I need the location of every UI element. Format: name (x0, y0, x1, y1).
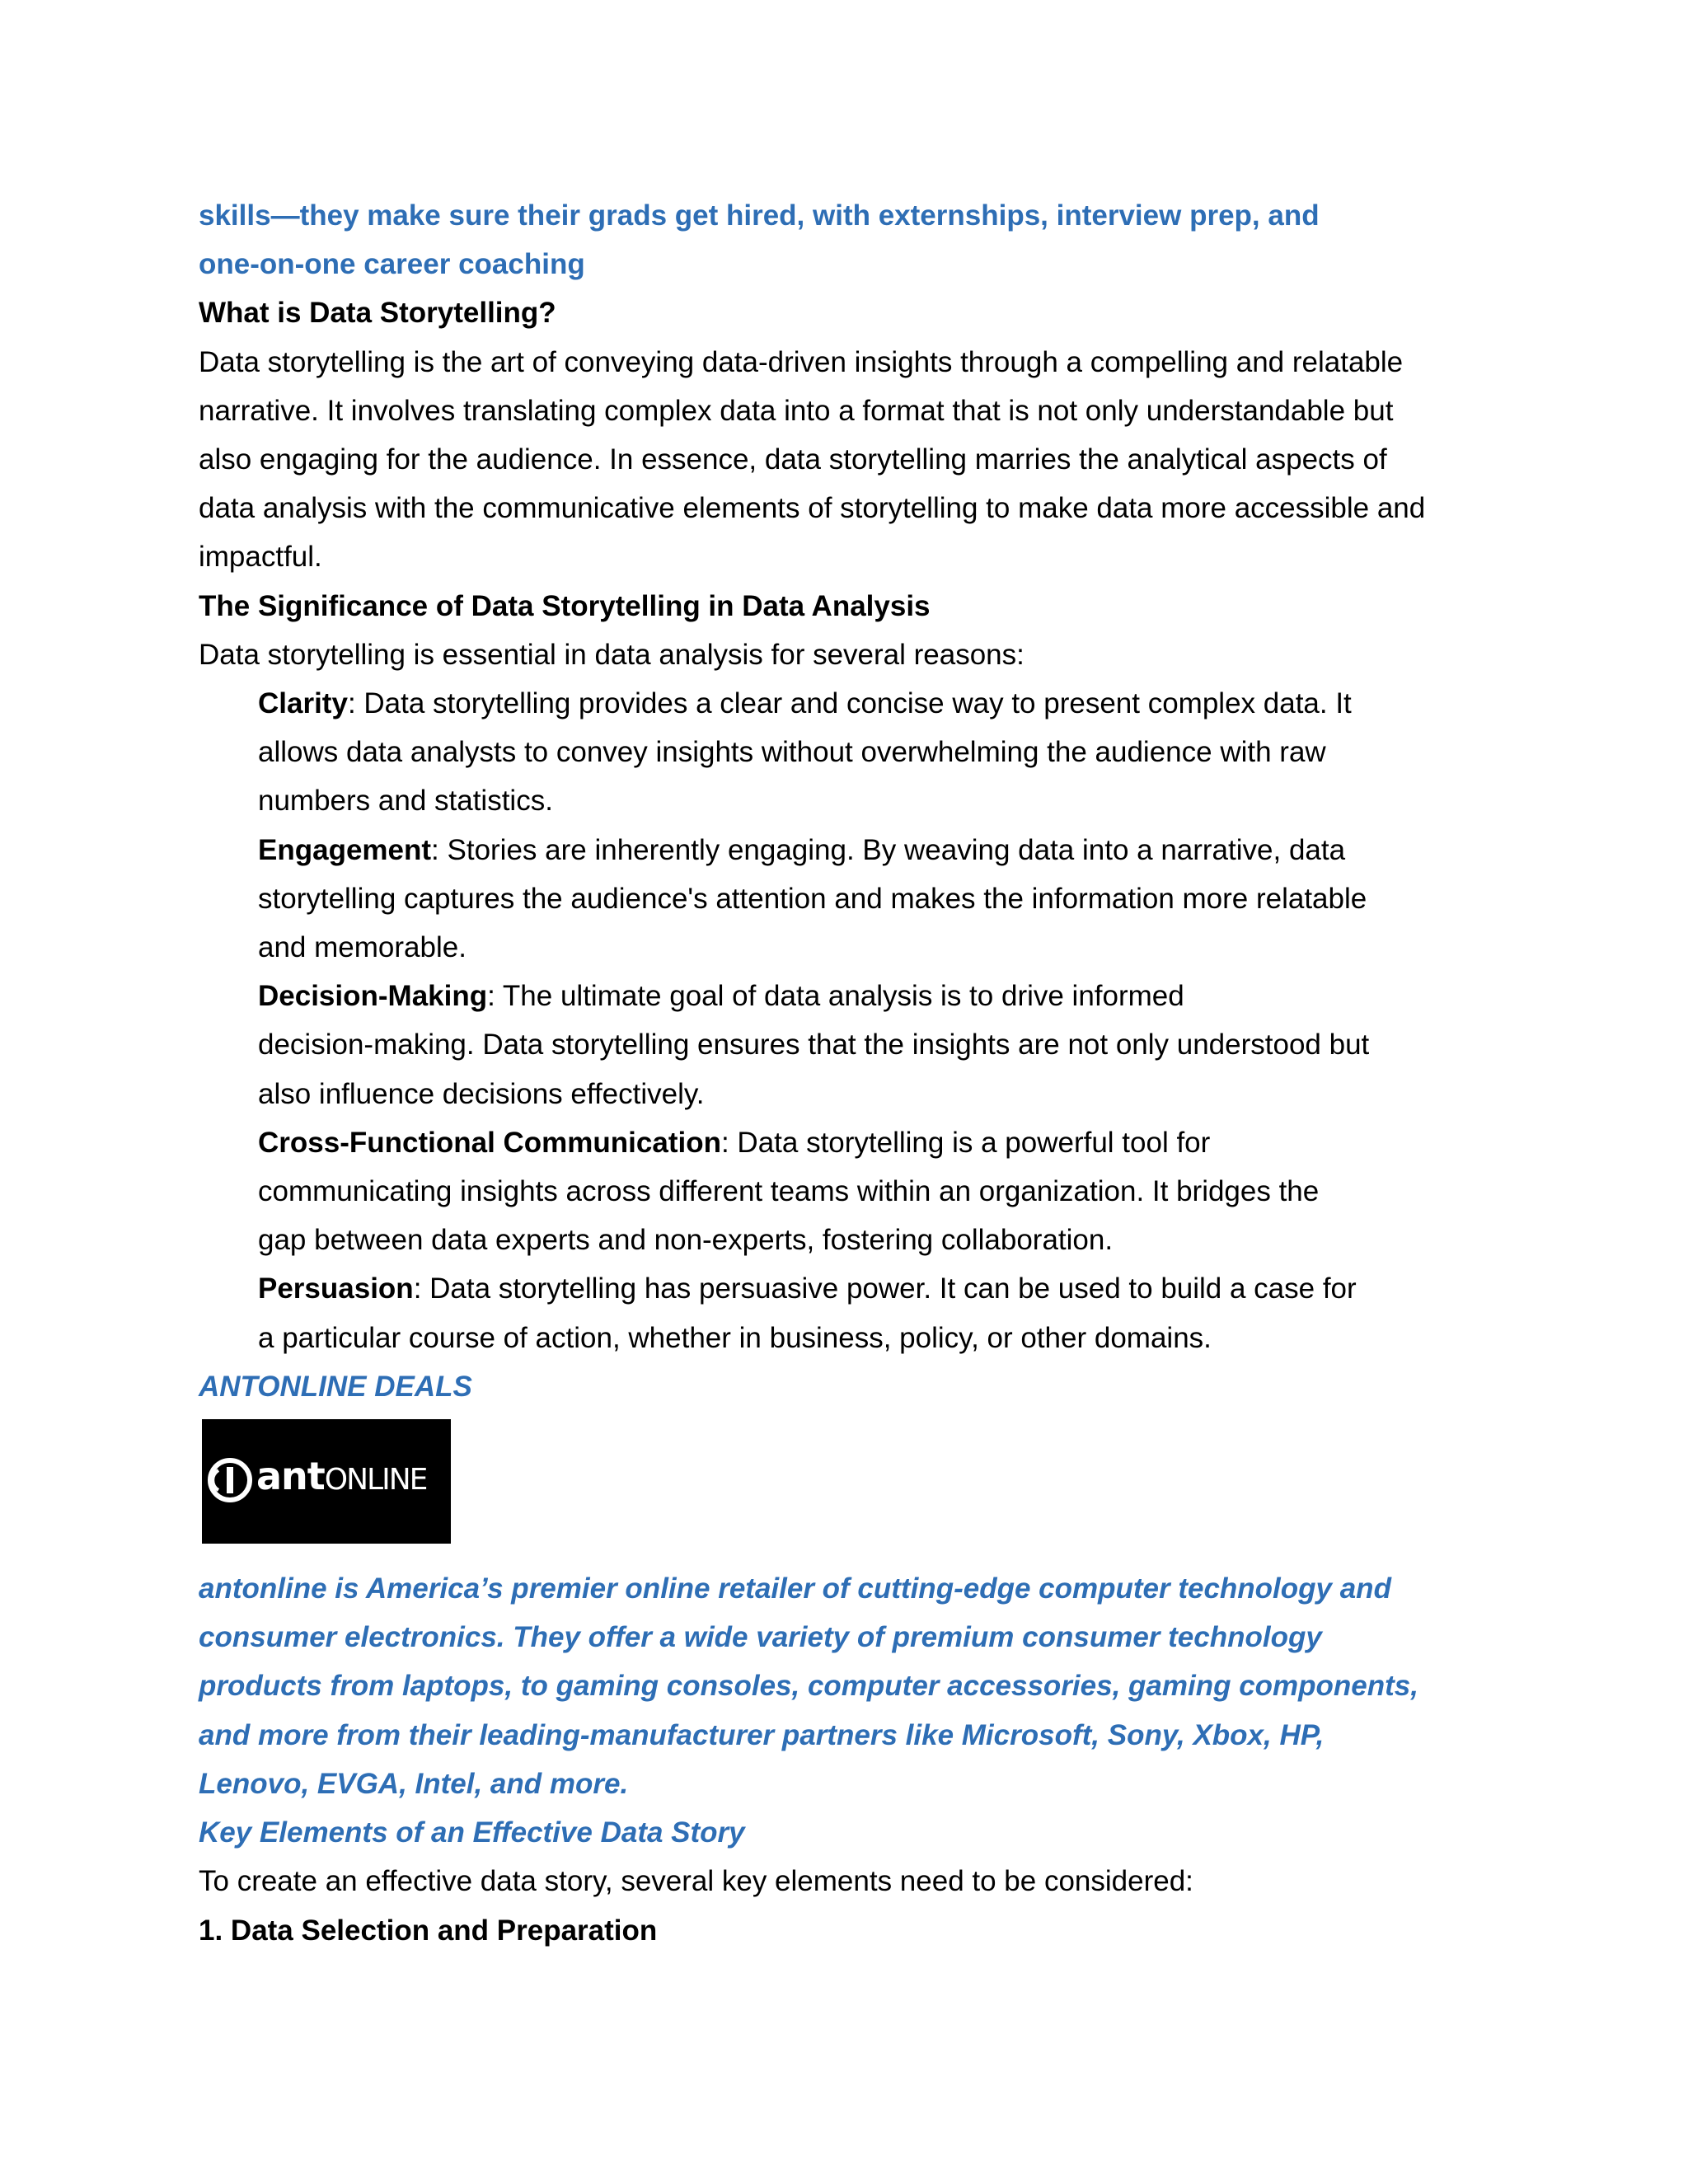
paragraph-line: also engaging for the audience. In essence, data storytelling marries the analytical aspects of (199, 443, 1387, 476)
paragraph-line: Data storytelling is the art of conveying data-driven insights through a compelling and relatable (199, 345, 1404, 378)
list-item-term: Cross-Functional Communication (258, 1126, 721, 1159)
list-item (199, 1264, 1517, 1361)
antonline-wordmark (256, 1454, 426, 1507)
list-item-text: : Data storytelling is a powerful tool for (720, 1126, 1211, 1159)
ad-line: Lenovo, EVGA, Intel, and more. (199, 1767, 629, 1800)
subheading-data-selection: 1. Data Selection and Preparation (199, 1914, 658, 1947)
list-item-text: : The ultimate goal of data analysis is to drive informed (487, 980, 1184, 1013)
ad-line: consumer electronics. They offer a wide variety of premium consumer technology (199, 1621, 1322, 1654)
paragraph-line: impactful. (199, 541, 322, 574)
list-item-first-line (199, 1264, 1517, 1313)
list-item (199, 679, 1517, 826)
list-item-text: : Data storytelling provides a clear and concise way to present complex data. It (347, 687, 1352, 720)
list-item-term: Decision-Making (258, 980, 488, 1013)
antonline-description-link[interactable] (199, 1564, 1517, 1808)
list-item-line: decision-making. Data storytelling ensures that the insights are not only understood but (258, 1029, 1370, 1062)
antonline-deals-link[interactable] (199, 1362, 1517, 1411)
sponsor-link-intro[interactable] (199, 191, 1517, 288)
list-item-line: numbers and statistics. (258, 785, 553, 818)
paragraph-line: narrative. It involves translating complex data into a format that is not only understandable but (199, 394, 1394, 427)
paragraph-key-elements-lead: To create an effective data story, several key elements need to be considered: (199, 1865, 1193, 1898)
paragraph-definition (199, 338, 1517, 582)
intro-line: one-on-one career coaching (199, 248, 585, 281)
ad-line: products from laptops, to gaming consoles, computer accessories, gaming components, (199, 1670, 1418, 1703)
list-item-text: : Data storytelling has persuasive power. It can be used to build a case for (413, 1272, 1357, 1305)
list-item-line: a particular course of action, whether in business, policy, or other domains. (258, 1321, 1212, 1354)
ad-line: antonline is America’s premier online retailer of cutting-edge computer technology and (199, 1572, 1391, 1605)
list-item-line: and memorable. (258, 931, 467, 964)
paragraph-lead: Data storytelling is essential in data analysis for several reasons: (199, 638, 1025, 671)
heading-significance: The Significance of Data Storytelling in Data Analysis (199, 589, 931, 622)
list-item-line: gap between data experts and non-experts, fostering collaboration. (258, 1224, 1114, 1257)
list-item (199, 826, 1517, 972)
heading-what-is-data-storytelling: What is Data Storytelling? (199, 297, 556, 330)
antonline-mark-icon (207, 1457, 253, 1503)
reasons-list (199, 679, 1517, 1362)
list-item-first-line (199, 1118, 1517, 1167)
list-item-term: Engagement (258, 833, 432, 866)
list-item-line: allows data analysts to convey insights without overwhelming the audience with raw (258, 736, 1326, 769)
list-item-line: storytelling captures the audience's attention and makes the information more relatable (258, 882, 1367, 915)
list-item-line: also influence decisions effectively. (258, 1077, 705, 1110)
list-item-first-line (199, 972, 1517, 1020)
ad-heading: ANTONLINE DEALS (199, 1370, 472, 1403)
list-item-first-line (199, 826, 1517, 874)
document-body (199, 191, 1517, 1955)
list-item-term: Persuasion (258, 1272, 414, 1305)
list-item (199, 972, 1517, 1118)
list-item-line: communicating insights across different teams within an organization. It bridges the (258, 1175, 1320, 1208)
logo-container (199, 1411, 1517, 1564)
logo-text-bold: ant (256, 1454, 325, 1499)
logo-text-light: ONLINE (324, 1463, 427, 1497)
list-item-term: Clarity (258, 687, 348, 720)
paragraph-line: data analysis with the communicative elements of storytelling to make data more accessible and (199, 492, 1426, 525)
heading-key-elements: Key Elements of an Effective Data Story (199, 1816, 745, 1849)
list-item-first-line (199, 679, 1517, 728)
intro-line: skills—they make sure their grads get hired, with externships, interview prep, and (199, 199, 1320, 232)
antonline-logo[interactable] (202, 1419, 451, 1544)
list-item-text: : Stories are inherently engaging. By weaving data into a narrative, data (431, 833, 1346, 866)
ad-line: and more from their leading-manufacturer partners like Microsoft, Sony, Xbox, HP, (199, 1718, 1325, 1751)
list-item (199, 1118, 1517, 1265)
